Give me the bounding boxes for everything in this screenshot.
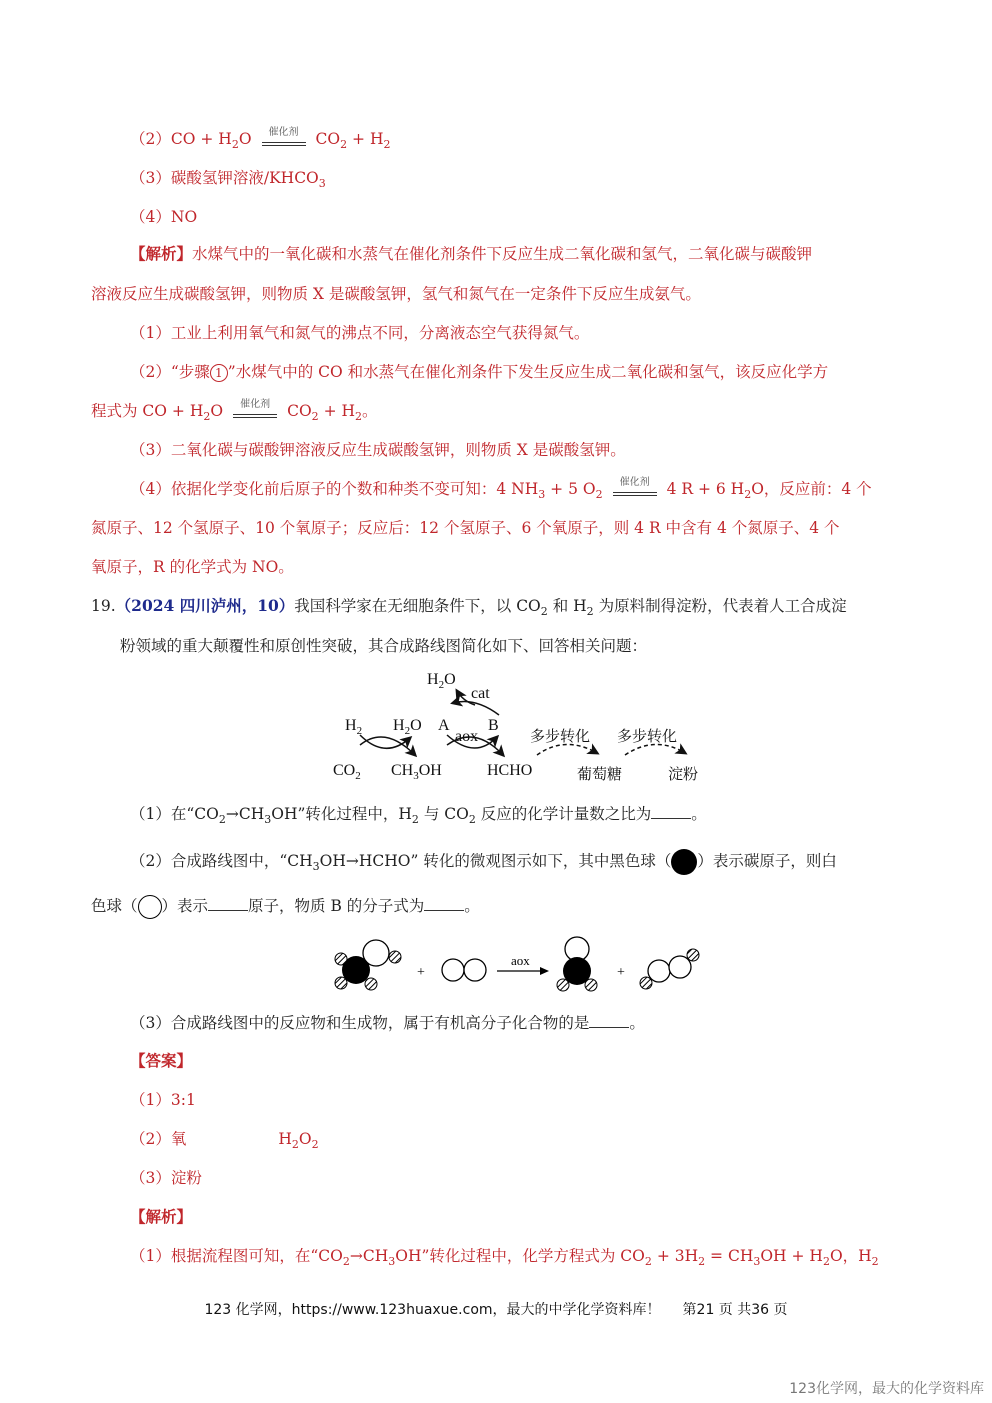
text: （2）“步骤 bbox=[130, 363, 210, 381]
aox-label: aox bbox=[455, 728, 479, 745]
equation-right: CO bbox=[315, 130, 341, 148]
text: ”水煤气中的 CO 和水蒸气在催化剂条件下发生反应生成二氧化碳和氢气，该反应化学方 bbox=[227, 363, 829, 381]
answer-3: （3）淀粉 bbox=[130, 1169, 202, 1187]
subscript: 2 bbox=[595, 488, 603, 501]
text: OH→HCHO” 转化的微观图示如下，其中黑色球（ bbox=[319, 852, 672, 870]
oxygen-atom bbox=[669, 956, 691, 978]
text: 我国科学家在无细胞条件下，以 CO bbox=[294, 597, 541, 615]
text: 原子，物质 B 的分子式为 bbox=[248, 897, 425, 915]
catalyst-label: 催化剂 bbox=[268, 127, 299, 138]
starch-label: 淀粉 bbox=[668, 765, 699, 783]
catalyst-label: 催化剂 bbox=[240, 399, 271, 410]
answer-1: （1）3:1 bbox=[130, 1091, 196, 1109]
text: （2）合成路线图中，“CH bbox=[130, 852, 313, 870]
subscript: 2 bbox=[311, 1138, 319, 1151]
sub-question-3 bbox=[130, 1013, 645, 1033]
text: = CH bbox=[705, 1247, 754, 1265]
black-ball-icon bbox=[671, 849, 697, 875]
multi-step-label-1: 多步转化 bbox=[530, 727, 591, 745]
prev-answer-4 bbox=[130, 207, 197, 227]
synthesis-pathway-diagram bbox=[325, 665, 725, 790]
subscript: 2 bbox=[231, 138, 239, 151]
text: H bbox=[278, 1130, 292, 1148]
text: O，反应前：4 个 bbox=[751, 480, 872, 498]
prev-answer-3 bbox=[130, 168, 326, 190]
subscript: 2 bbox=[411, 813, 419, 826]
subscript: 3 bbox=[753, 1255, 761, 1268]
text: O bbox=[298, 1130, 312, 1148]
text: （1）根据流程图可知，在“CO bbox=[130, 1247, 343, 1265]
formaldehyde-molecule bbox=[557, 937, 597, 991]
text: （2）氧 bbox=[130, 1130, 187, 1148]
text: 与 CO bbox=[418, 805, 469, 823]
subscript: 3 bbox=[538, 488, 546, 501]
subscript: 2 bbox=[698, 1255, 706, 1268]
subscript: 2 bbox=[822, 1255, 830, 1268]
analysis-header: 【解析】 bbox=[130, 244, 193, 263]
subscript: 2 bbox=[644, 1255, 652, 1268]
text: 和 H bbox=[547, 597, 587, 615]
hydrogen-atom bbox=[557, 979, 569, 991]
white-ball-icon bbox=[138, 895, 162, 919]
molecular-micro-diagram bbox=[325, 925, 710, 1005]
cat-label: cat bbox=[471, 685, 490, 702]
analysis-p1 bbox=[130, 1246, 879, 1268]
text: （3）合成路线图中的反应物和生成物，属于有机高分子化合物的是 bbox=[130, 1014, 590, 1032]
text: + 5 O bbox=[545, 480, 596, 498]
page-number: 第21 页 共36 页 bbox=[682, 1302, 788, 1318]
analysis-prev-p5-line2: 氮原子、12 个氢原子、10 个氧原子；反应后：12 个氢原子、6 个氧原子，则 4 R 中含有 4 个氮原子、4 个 bbox=[91, 519, 840, 537]
subscript: 2 bbox=[203, 410, 211, 423]
hydrogen-atom bbox=[640, 977, 652, 989]
text: ）表示碳原子，则白 bbox=[697, 852, 837, 870]
subscript: 2 bbox=[468, 813, 476, 826]
hcho-label: HCHO bbox=[487, 762, 533, 779]
hcho-to-glucose-arrow bbox=[537, 744, 597, 755]
hydrogen-peroxide-molecule bbox=[640, 949, 699, 989]
answer-header: 【答案】 bbox=[130, 1051, 193, 1070]
hydrogen-atom bbox=[365, 978, 377, 990]
text: ）表示 bbox=[161, 897, 209, 915]
molecule-svg bbox=[325, 925, 710, 1005]
oxygen-atom bbox=[442, 959, 464, 981]
equation-left-end: O bbox=[238, 130, 252, 148]
catalyst-equals-sign bbox=[262, 129, 306, 149]
circled-number: 1 bbox=[210, 364, 228, 382]
subscript: 2 bbox=[586, 605, 594, 618]
page-footer bbox=[0, 1299, 992, 1319]
subscript: 2 bbox=[744, 488, 752, 501]
hydrogen-atom bbox=[585, 979, 597, 991]
answer-label: （2） bbox=[130, 130, 171, 148]
analysis-header: 【解析】 bbox=[130, 1207, 193, 1226]
hydrogen-atom bbox=[335, 953, 347, 965]
subscript: 3 bbox=[318, 177, 326, 190]
subscript: 2 bbox=[342, 1255, 350, 1268]
subscript: 3 bbox=[312, 860, 320, 873]
a-label: A bbox=[438, 717, 450, 734]
catalyst-equals-sign bbox=[613, 479, 657, 499]
plus-sign-2: + bbox=[617, 965, 625, 980]
multi-step-label-2: 多步转化 bbox=[617, 727, 678, 745]
glucose-to-starch-arrow bbox=[625, 744, 685, 755]
sub-question-2 bbox=[130, 849, 837, 875]
oxygen-molecule bbox=[442, 959, 486, 981]
text: OH”转化过程中，化学方程式为 CO bbox=[395, 1247, 645, 1265]
co2-to-ch3oh-arrow bbox=[360, 737, 415, 755]
glucose-label: 葡萄糖 bbox=[577, 765, 623, 783]
text: 反应的化学计量数之比为 bbox=[475, 805, 652, 823]
prev-answer-2 bbox=[130, 129, 390, 151]
analysis-prev-p5 bbox=[130, 479, 872, 501]
answer-label: （3） bbox=[130, 169, 171, 187]
question-19-stem-line2: 粉领域的重大颠覆性和原创性突破，其合成路线图简化如下、回答相关问题： bbox=[120, 637, 648, 655]
h2o-top-label: $H_2O$ bbox=[427, 671, 456, 691]
subscript: 2 bbox=[383, 138, 391, 151]
hydrogen-atom bbox=[335, 977, 347, 989]
text: 。 bbox=[464, 897, 480, 915]
question-source: （2024 四川泸州，10） bbox=[115, 596, 295, 615]
methanol-molecule bbox=[335, 940, 401, 990]
text: 4 R + 6 H bbox=[666, 480, 745, 498]
answer-blank bbox=[589, 1013, 629, 1028]
oxygen-atom bbox=[648, 960, 670, 982]
text: 。 bbox=[362, 402, 378, 420]
b-label: B bbox=[488, 717, 499, 734]
subscript: 2 bbox=[291, 1138, 299, 1151]
text: 色球（ bbox=[91, 897, 138, 915]
footer-text: 123 化学网，https://www.123huaxue.com，最大的中学化学资料库！ bbox=[204, 1302, 661, 1318]
analysis-prev-p1 bbox=[130, 244, 812, 264]
subscript: 2 bbox=[540, 605, 548, 618]
subscript: 2 bbox=[340, 138, 348, 151]
subscript: 2 bbox=[311, 410, 319, 423]
subscript: 2 bbox=[355, 410, 363, 423]
subscript: 2 bbox=[218, 813, 226, 826]
question-number: 19. bbox=[91, 597, 116, 615]
answer-text: 碳酸氢钾溶液/KHCO bbox=[170, 169, 319, 187]
text: 为原料制得淀粉，代表着人工合成淀 bbox=[593, 597, 847, 615]
h2o-mid-label: $H_2O$ bbox=[393, 717, 422, 737]
hydrogen-atom bbox=[389, 951, 401, 963]
ch3oh-label: $CH_3OH$ bbox=[391, 762, 442, 782]
plus-sign-1: + bbox=[417, 965, 425, 980]
analysis-prev-p2: （1）工业上利用氧气和氮气的沸点不同，分离液态空气获得氮气。 bbox=[130, 324, 590, 342]
answer-blank bbox=[651, 804, 691, 819]
equation-right-mid: + H bbox=[347, 130, 384, 148]
sub-question-1 bbox=[130, 804, 707, 826]
sub-question-2-line2 bbox=[91, 895, 480, 919]
text: OH”转化过程中，H bbox=[271, 805, 412, 823]
text: 。 bbox=[629, 1014, 645, 1032]
analysis-prev-p3 bbox=[130, 362, 828, 382]
hydrogen-atom bbox=[687, 949, 699, 961]
text: →CH bbox=[349, 1247, 389, 1265]
subscript: 3 bbox=[264, 813, 272, 826]
text: →CH bbox=[225, 805, 265, 823]
answer-text: NO bbox=[170, 208, 198, 226]
question-19-stem bbox=[91, 596, 847, 618]
answer-label: （4） bbox=[130, 208, 171, 226]
analysis-prev-p5-line3: 氧原子，R 的化学式为 NO。 bbox=[91, 558, 294, 576]
reaction-arrowhead bbox=[540, 967, 549, 975]
cat-arrow-to-a bbox=[453, 702, 499, 716]
answer-2 bbox=[130, 1129, 319, 1151]
text: O，H bbox=[829, 1247, 872, 1265]
text: CO bbox=[287, 402, 312, 420]
analysis-prev-p1-line2: 溶液反应生成碳酸氢钾，则物质 X 是碳酸氢钾，氢气和氮气在一定条件下反应生成氨气。 bbox=[91, 285, 701, 303]
answer-blank bbox=[208, 896, 248, 911]
text: 程式为 CO + H bbox=[91, 402, 204, 420]
oxygen-atom bbox=[464, 959, 486, 981]
analysis-text: 水煤气中的一氧化碳和水蒸气在催化剂条件下反应生成二氧化碳和氢气，二氧化碳与碳酸钾 bbox=[192, 245, 813, 263]
text: O bbox=[210, 402, 224, 420]
text: （4）依据化学变化前后原子的个数和种类不变可知：4 NH bbox=[130, 480, 539, 498]
subscript: 2 bbox=[871, 1255, 879, 1268]
text: （1）在“CO bbox=[130, 805, 219, 823]
text: 。 bbox=[691, 805, 707, 823]
co2-label: $CO_2$ bbox=[333, 762, 361, 782]
equation-left: CO + H bbox=[170, 130, 232, 148]
text: + H bbox=[318, 402, 356, 420]
text: + 3H bbox=[651, 1247, 699, 1265]
watermark: 123化学网，最大的化学资料库 bbox=[789, 1381, 984, 1397]
subscript: 3 bbox=[388, 1255, 396, 1268]
h2-label: $H_2$ bbox=[345, 717, 363, 737]
analysis-prev-p3-line2 bbox=[91, 401, 378, 423]
aox-label: aox bbox=[511, 953, 530, 968]
analysis-prev-p4: （3）二氧化碳与碳酸钾溶液反应生成碳酸氢钾，则物质 X 是碳酸氢钾。 bbox=[130, 441, 626, 459]
catalyst-equals-sign bbox=[233, 401, 277, 421]
answer-blank bbox=[424, 896, 464, 911]
text: OH + H bbox=[760, 1247, 823, 1265]
catalyst-label: 催化剂 bbox=[619, 477, 650, 488]
